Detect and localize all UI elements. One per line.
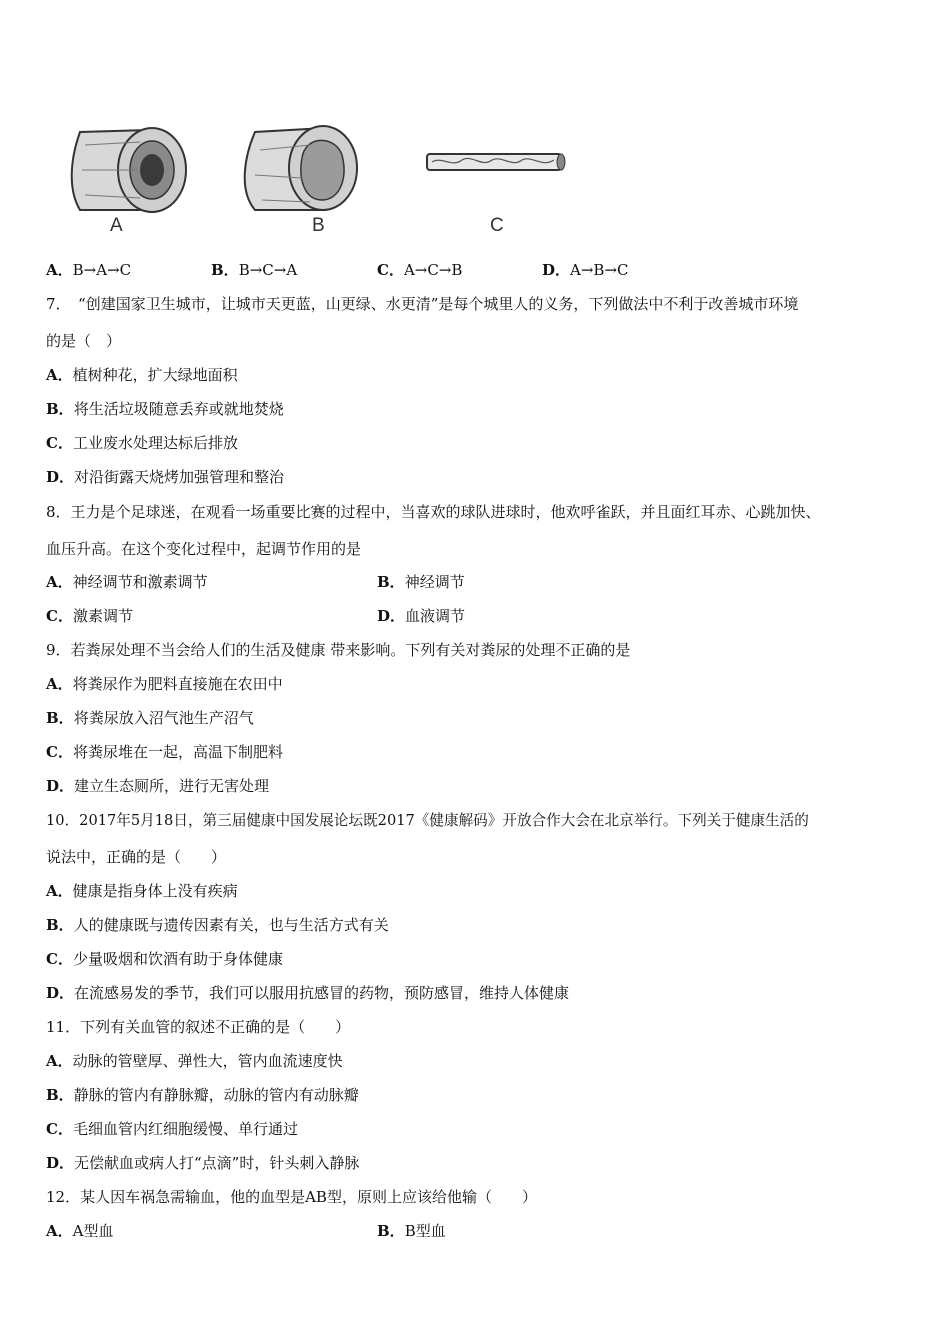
q6-option-c: C．A→C→B xyxy=(377,261,463,279)
q8-option-a: A．神经调节和激素调节 xyxy=(46,573,208,591)
q11-option-a: A．动脉的管壁厚、弹性大，管内血流速度快 xyxy=(46,1052,343,1070)
q11-option-d: D．无偿献血或病人打“点滴”时，针头刺入静脉 xyxy=(46,1154,360,1172)
q7-option-d: D．对沿街露天烧烤加强管理和整治 xyxy=(46,468,285,486)
q10-option-d: D．在流感易发的季节，我们可以服用抗感冒的药物，预防感冒，维持人体健康 xyxy=(46,984,570,1002)
q6-option-b: B．B→C→A xyxy=(211,261,298,279)
q11-option-c: C．毛细血管内红细胞缓慢、单行通过 xyxy=(46,1120,298,1138)
figure-label-b: B xyxy=(312,215,325,236)
q8-option-b: B．神经调节 xyxy=(377,573,465,591)
q10-option-c: C．少量吸烟和饮酒有助于身体健康 xyxy=(46,950,283,968)
q9-option-b: B．将粪尿放入沼气池生产沼气 xyxy=(46,709,254,727)
q12-option-b: B．B型血 xyxy=(377,1222,446,1240)
q10-option-a: A．健康是指身体上没有疾病 xyxy=(46,882,238,900)
q6-option-a: A．B→A→C xyxy=(46,261,132,279)
q8-option-c: C．激素调节 xyxy=(46,607,133,625)
vessel-c-drawing xyxy=(427,154,565,170)
q11-stem-line1: 11．下列有关血管的叙述不正确的是（ ） xyxy=(46,1018,351,1036)
q9-option-d: D．建立生态厕所，进行无害处理 xyxy=(46,777,270,795)
figure-label-a: A xyxy=(110,215,123,236)
q7-option-b: B．将生活垃圾随意丢弃或就地焚烧 xyxy=(46,400,284,418)
q10-option-b: B．人的健康既与遗传因素有关，也与生活方式有关 xyxy=(46,916,389,934)
blood-vessel-figure xyxy=(40,100,580,250)
q8-option-d: D．血液调节 xyxy=(377,607,466,625)
q10-stem-line2: 说法中，正确的是（ ） xyxy=(46,848,227,866)
q12-option-a: A．A型血 xyxy=(46,1222,114,1240)
q10-stem-line1: 10．2017年5月18日，第三届健康中国发展论坛既2017《健康解码》开放合作大会在北京举行。下列关于健康生活的 xyxy=(46,812,809,829)
q9-stem-line1: 9．若粪尿处理不当会给人们的生活及健康 带来影响。下列有关对粪尿的处理不正确的是 xyxy=(46,641,631,659)
q7-option-a: A．植树种花，扩大绿地面积 xyxy=(46,366,238,384)
q8-stem-line1: 8．王力是个足球迷，在观看一场重要比赛的过程中，当喜欢的球队进球时，他欢呼雀跃，并且面红耳赤、心跳加快、 xyxy=(46,503,821,521)
q7-stem-line1: 7． “创建国家卫生城市，让城市天更蓝，山更绿、水更清”是每个城里人的义务，下列做法中不利于改善城市环境 xyxy=(46,295,799,313)
q8-stem-line2: 血压升高。在这个变化过程中，起调节作用的是 xyxy=(46,540,362,558)
q7-option-c: C．工业废水处理达标后排放 xyxy=(46,434,238,452)
q11-option-b: B．静脉的管内有静脉瓣，动脉的管内有动脉瓣 xyxy=(46,1086,359,1104)
figure-label-c: C xyxy=(490,215,504,236)
q12-stem-line1: 12．某人因车祸急需输血，他的血型是AB型，原则上应该给他输（ ） xyxy=(46,1188,537,1206)
vessel-b-drawing xyxy=(245,126,357,210)
vessel-a-drawing xyxy=(72,128,186,212)
q7-stem-line2: 的是（ ） xyxy=(46,332,122,350)
q9-option-a: A．将粪尿作为肥料直接施在农田中 xyxy=(46,675,283,693)
q6-option-d: D．A→B→C xyxy=(542,261,629,279)
q9-option-c: C．将粪尿堆在一起，高温下制肥料 xyxy=(46,743,283,761)
